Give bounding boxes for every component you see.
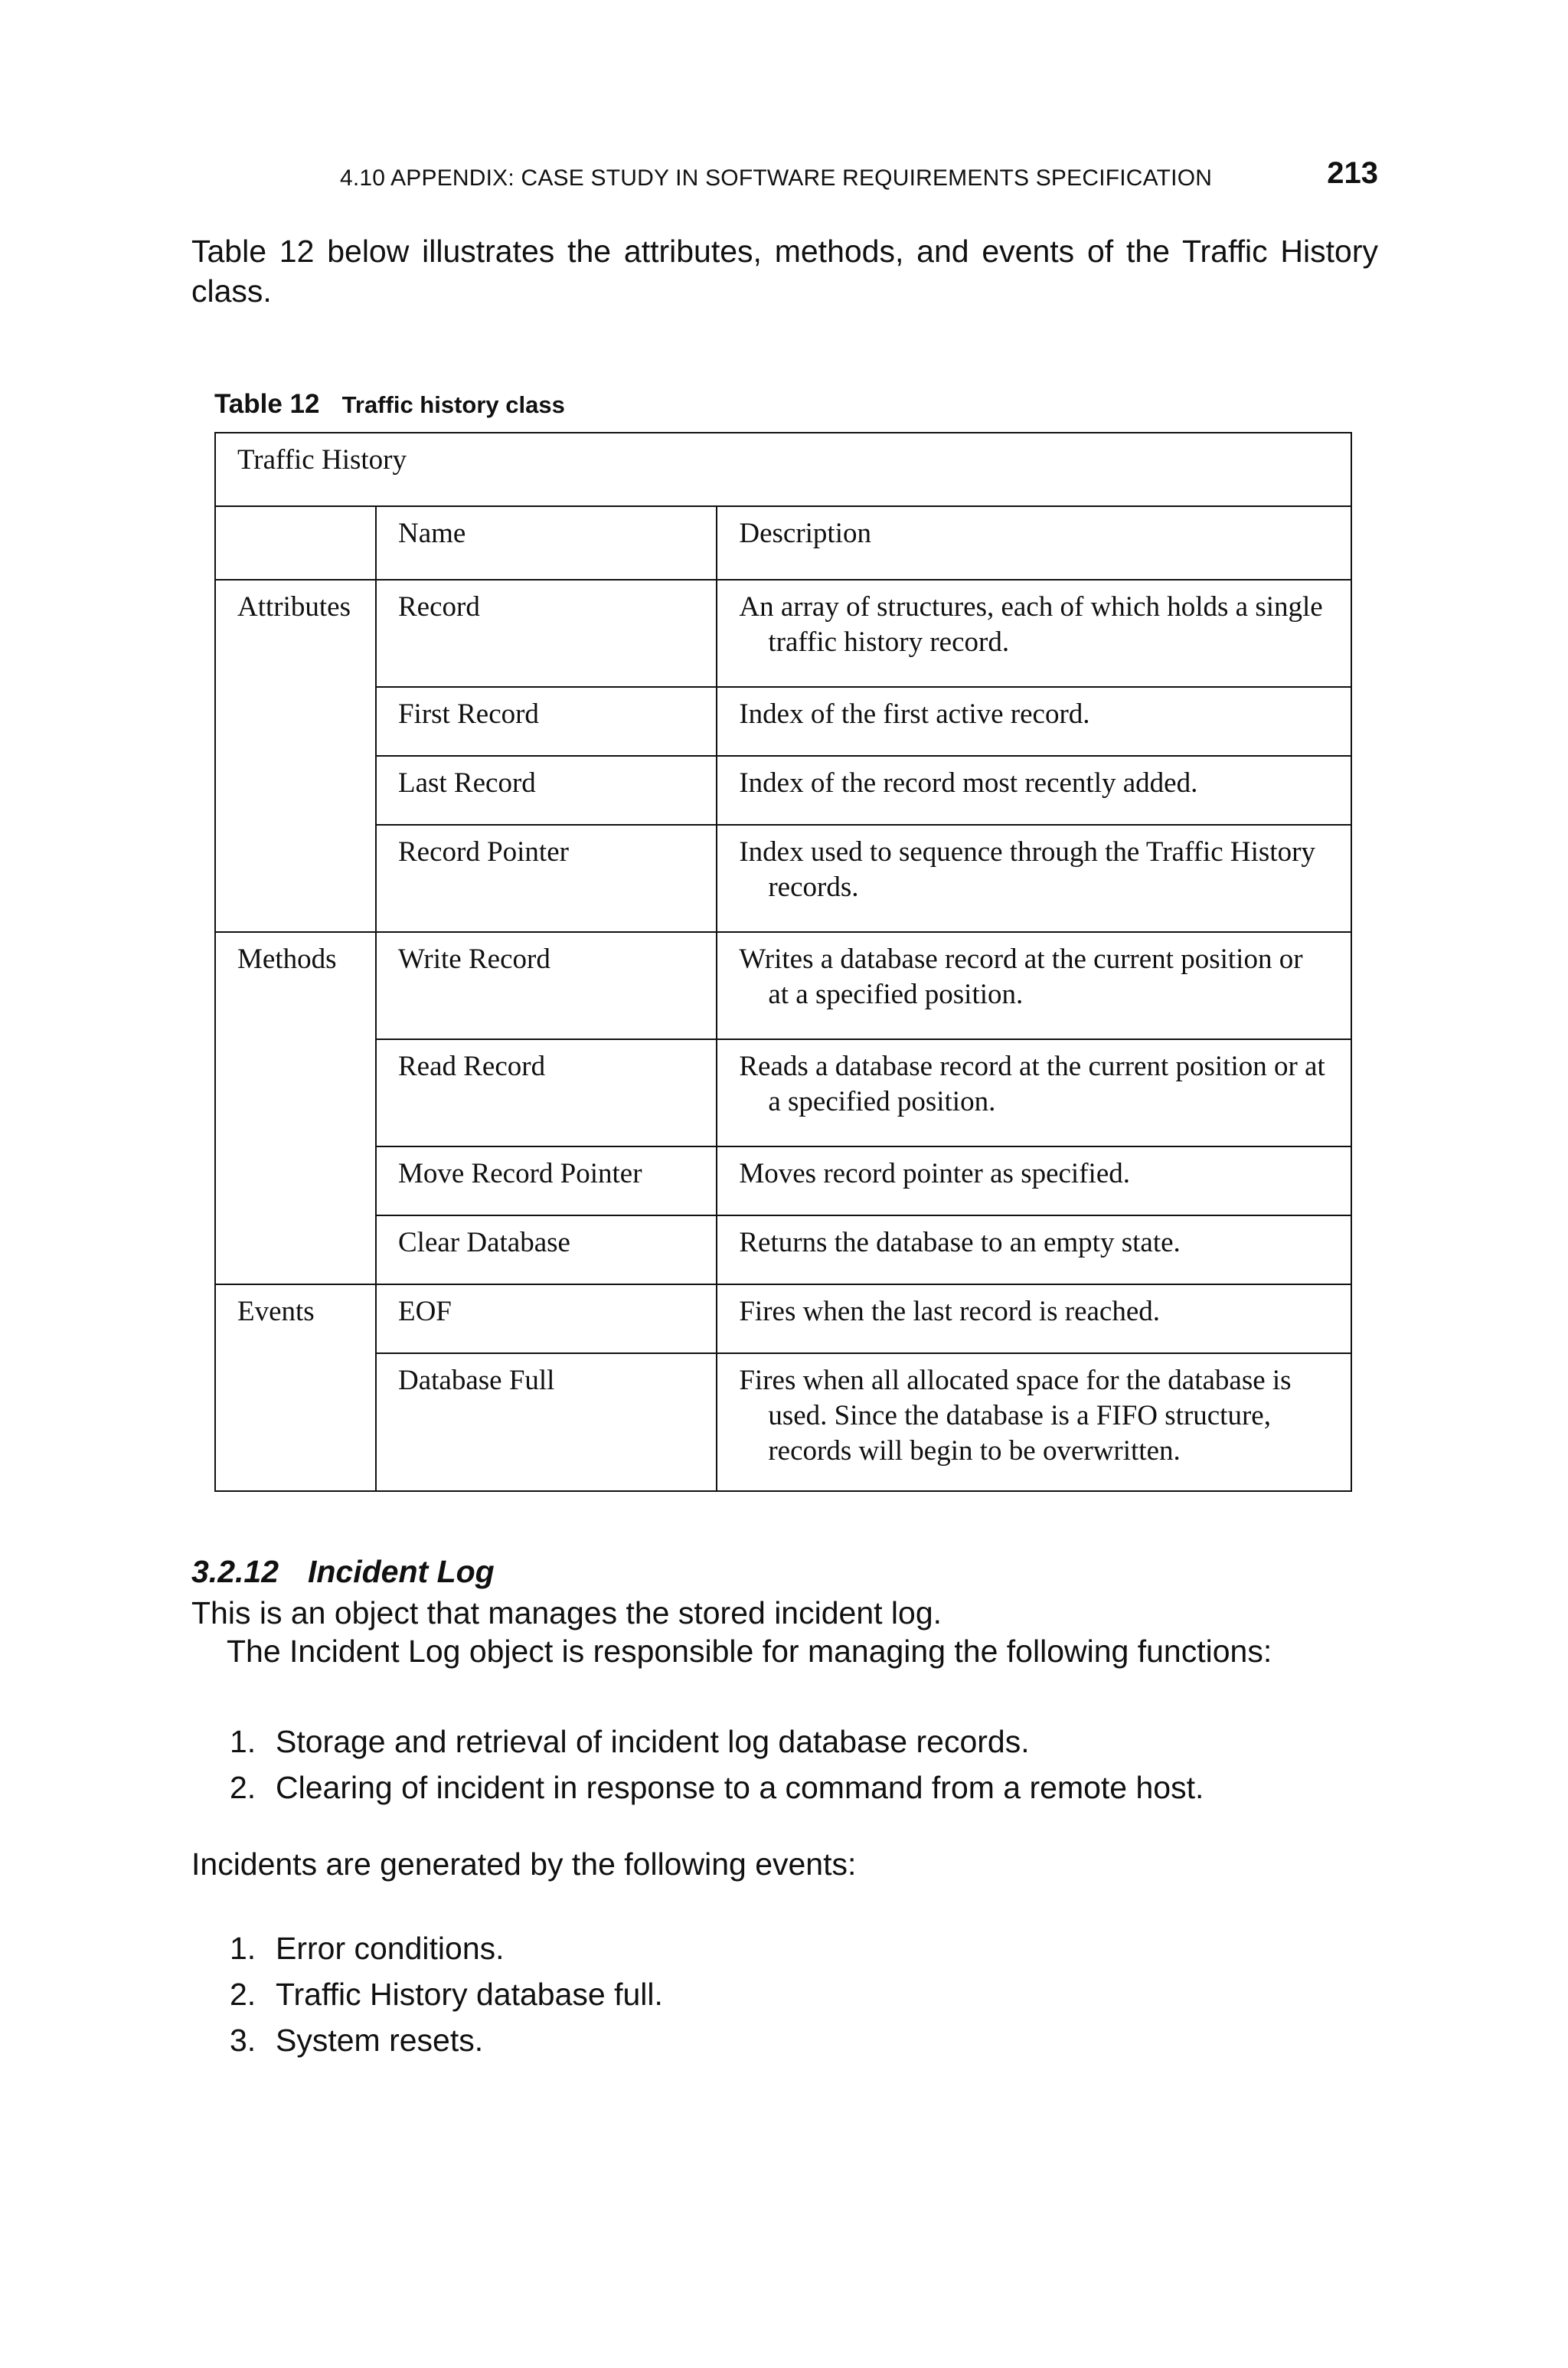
list-item [230, 1925, 663, 1971]
table-row [215, 825, 1351, 932]
events-list [230, 1925, 663, 2063]
table-row [215, 687, 1351, 756]
table-title-row [215, 433, 1351, 506]
list-item-number: 2. [230, 1977, 256, 2012]
group-cell-attributes: Attributes [215, 580, 376, 932]
description-text: Reads a database record at the current position or at a specified position. [739, 1051, 1325, 1117]
name-cell: EOF [376, 1284, 717, 1353]
table-row [215, 1039, 1351, 1146]
list-item-number: 3. [230, 2023, 256, 2058]
description-text: Index of the first active record. [739, 698, 1090, 730]
page-number: 213 [1327, 156, 1378, 190]
table-row [215, 1353, 1351, 1491]
section-heading [191, 1552, 1378, 1591]
name-cell: Move Record Pointer [376, 1146, 717, 1215]
description-cell [717, 1215, 1351, 1284]
section-paragraph-3: Incidents are generated by the following events: [191, 1846, 857, 1882]
list-item [230, 1971, 663, 2017]
list-item [230, 1765, 1204, 1810]
list-item-text: Clearing of incident in response to a command from a remote host. [276, 1770, 1204, 1805]
name-cell: Record Pointer [376, 825, 717, 932]
list-item-text: Traffic History database full. [276, 1977, 663, 2012]
description-text: Writes a database record at the current position or at a specified position. [739, 944, 1303, 1010]
table-row [215, 580, 1351, 687]
section-number: 3.2.12 [191, 1554, 279, 1589]
list-item [230, 1719, 1204, 1765]
group-cell-events: Events [215, 1284, 376, 1491]
name-cell: Clear Database [376, 1215, 717, 1284]
section-title: Incident Log [308, 1554, 495, 1589]
description-cell [717, 1039, 1351, 1146]
description-text: Index of the record most recently added. [739, 767, 1198, 799]
functions-list [230, 1719, 1204, 1810]
description-text: Fires when the last record is reached. [739, 1296, 1161, 1327]
intro-paragraph: Table 12 below illustrates the attributes, methods, and events of the Traffic History class. [191, 234, 1378, 309]
description-cell [717, 580, 1351, 687]
table-row [215, 756, 1351, 825]
list-item-text: Error conditions. [276, 1931, 505, 1966]
table-caption-title: Traffic history class [341, 391, 565, 418]
name-cell: Write Record [376, 932, 717, 1039]
list-item-number: 2. [230, 1770, 256, 1805]
list-item-number: 1. [230, 1931, 256, 1966]
description-cell [717, 687, 1351, 756]
name-cell: First Record [376, 687, 717, 756]
description-text: Fires when all allocated space for the database is used. Since the database is a FIFO structure, records will begin to be overwritten. [739, 1365, 1292, 1467]
name-cell: Last Record [376, 756, 717, 825]
section-paragraph-2: The Incident Log object is responsible for managing the following functions: [227, 1634, 1272, 1669]
section-paragraph-1: This is an object that manages the stored incident log. [191, 1595, 942, 1630]
column-header-group [215, 506, 376, 580]
group-cell-methods: Methods [215, 932, 376, 1284]
description-cell [717, 756, 1351, 825]
running-header [340, 156, 1378, 199]
table-row [215, 1146, 1351, 1215]
table-header-row [215, 506, 1351, 580]
table-row [215, 1215, 1351, 1284]
list-item-number: 1. [230, 1724, 256, 1759]
description-text: An array of structures, each of which holds a single traffic history record. [739, 591, 1323, 658]
description-cell [717, 1284, 1351, 1353]
table-caption-label: Table 12 [214, 389, 320, 419]
column-header-description: Description [717, 506, 1351, 580]
table-caption [214, 389, 565, 420]
table-class-name: Traffic History [215, 433, 1351, 506]
description-cell [717, 932, 1351, 1039]
list-item-text: Storage and retrieval of incident log database records. [276, 1724, 1030, 1759]
name-cell: Database Full [376, 1353, 717, 1491]
table-row [215, 932, 1351, 1039]
traffic-history-table [214, 432, 1352, 1492]
table-row [215, 1284, 1351, 1353]
running-title: 4.10 APPENDIX: CASE STUDY IN SOFTWARE REQUIREMENTS SPECIFICATION [340, 165, 1213, 191]
list-item [230, 2017, 663, 2063]
description-text: Returns the database to an empty state. [739, 1227, 1181, 1258]
description-cell [717, 1146, 1351, 1215]
description-cell [717, 825, 1351, 932]
name-cell: Record [376, 580, 717, 687]
column-header-name: Name [376, 506, 717, 580]
description-cell [717, 1353, 1351, 1491]
description-text: Index used to sequence through the Traffic History records. [739, 836, 1315, 903]
list-item-text: System resets. [276, 2023, 484, 2058]
name-cell: Read Record [376, 1039, 717, 1146]
description-text: Moves record pointer as specified. [739, 1158, 1130, 1189]
